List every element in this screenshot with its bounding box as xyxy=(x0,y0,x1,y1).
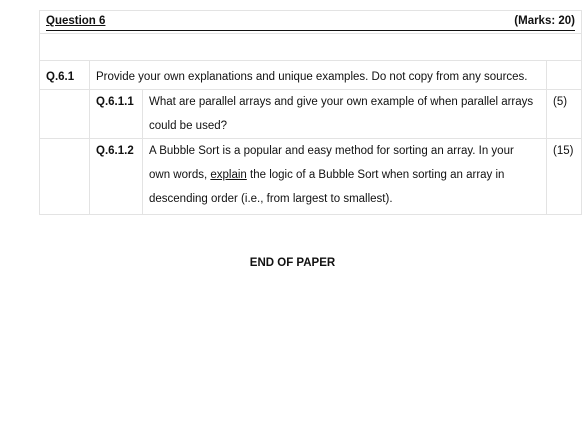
question-header xyxy=(40,11,582,34)
subquestion-number: Q.6.1.1 xyxy=(90,90,143,139)
question-number: Q.6.1 xyxy=(40,61,90,90)
question-header-row xyxy=(40,11,582,34)
question-header-line xyxy=(46,13,575,31)
question-table xyxy=(39,10,582,215)
end-of-paper: END OF PAPER xyxy=(249,257,336,269)
question-row-6-1 xyxy=(40,61,582,90)
question-total-marks: (Marks: 20) xyxy=(514,15,575,27)
number-cell-empty xyxy=(40,90,90,139)
subquestion-marks: (15) xyxy=(547,139,582,215)
marks-cell-empty xyxy=(547,61,582,90)
emphasis-word: explain xyxy=(210,169,247,181)
spacer-cell xyxy=(40,34,582,61)
question-row-6-1-2 xyxy=(40,139,582,215)
number-cell-empty xyxy=(40,139,90,215)
question-title: Question 6 xyxy=(46,15,106,27)
subquestion-number: Q.6.1.2 xyxy=(90,139,143,215)
text-segment: the logic of a Bubble Sort when sorting an array in descending order (i.e., from largest to smallest). xyxy=(149,169,505,205)
subquestion-text: What are parallel arrays and give your own example of when parallel arrays could be used? xyxy=(143,90,547,139)
subquestion-marks: (5) xyxy=(547,90,582,139)
subquestion-text xyxy=(143,139,547,215)
question-instruction: Provide your own explanations and unique examples. Do not copy from any sources. xyxy=(90,61,547,90)
question-row-6-1-1 xyxy=(40,90,582,139)
spacer-row xyxy=(40,34,582,61)
text-segment: A Bubble Sort is a popular and easy method for sorting an array. In your own words, xyxy=(149,145,514,181)
